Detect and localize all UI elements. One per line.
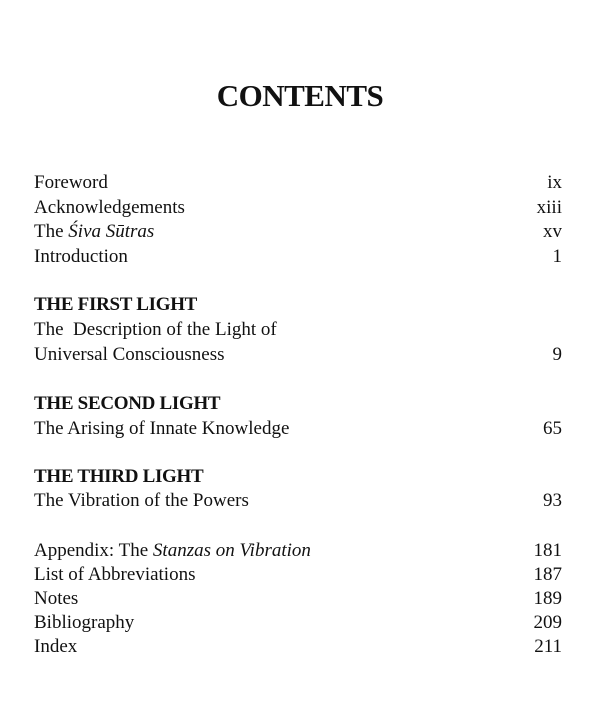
toc-entry-label: List of Abbreviations [34, 564, 196, 585]
part-heading-third-light [34, 464, 562, 489]
toc-entry-page: xiii [536, 197, 562, 218]
toc-entry-page: 65 [543, 418, 562, 439]
toc-entry-label: The Description of the Light of [34, 319, 277, 340]
toc-entry-notes[interactable] [34, 586, 562, 611]
toc-entry-label: Introduction [34, 246, 128, 267]
toc-entry-label-italic: Śiva Sūtras [68, 221, 155, 242]
toc-entry-label [34, 538, 311, 563]
toc-entry-label-prefix: The [34, 221, 69, 242]
toc-entry-page: 93 [543, 490, 562, 511]
toc-entry-siva-sutras[interactable] [34, 219, 562, 244]
toc-entry-label [34, 219, 154, 244]
part-heading-second-light [34, 391, 562, 416]
toc-entry-second-light-subtitle[interactable] [34, 416, 562, 441]
toc-entry-index[interactable] [34, 634, 562, 659]
toc-entry-appendix[interactable] [34, 538, 562, 563]
toc-entry-acknowledgements[interactable] [34, 195, 562, 220]
toc-entry-page: 187 [533, 564, 562, 585]
part-heading-label: THE THIRD LIGHT [34, 466, 204, 487]
toc-entry-label: Acknowledgements [34, 197, 185, 218]
toc-entry-label-italic: Stanzas on Vibration [152, 540, 311, 561]
toc-entry-label: Notes [34, 588, 79, 609]
toc-entry-label-prefix: Appendix: The [34, 540, 153, 561]
toc-entry-label: Bibliography [34, 612, 135, 633]
toc-entry-label: Foreword [34, 172, 108, 193]
toc-entry-page: 9 [552, 344, 562, 365]
toc-entry-introduction[interactable] [34, 244, 562, 269]
toc-entry-page: 209 [533, 612, 562, 633]
toc-entry-third-light-subtitle[interactable] [34, 488, 562, 513]
toc-entry-abbreviations[interactable] [34, 562, 562, 587]
toc-entry-first-light-subtitle-1[interactable] [34, 317, 562, 342]
toc-entry-page: 211 [534, 636, 562, 657]
toc-entry-page: 189 [533, 588, 562, 609]
part-heading-label: THE FIRST LIGHT [34, 294, 198, 315]
toc-entry-label: Index [34, 636, 78, 657]
toc-entry-page: xv [543, 221, 562, 242]
contents-title: CONTENTS [216, 78, 384, 113]
toc-entry-label: The Vibration of the Powers [34, 490, 249, 511]
part-heading-label: THE SECOND LIGHT [34, 393, 221, 414]
toc-entry-page: 181 [533, 540, 562, 561]
toc-entry-bibliography[interactable] [34, 610, 562, 635]
toc-entry-label: Universal Consciousness [34, 344, 225, 365]
part-heading-first-light [34, 292, 562, 317]
toc-entry-first-light-subtitle-2[interactable] [34, 342, 562, 367]
toc-entry-foreword[interactable] [34, 170, 562, 195]
toc-entry-label: The Arising of Innate Knowledge [34, 418, 290, 439]
toc-entry-page: ix [547, 172, 562, 193]
toc-entry-page: 1 [552, 246, 562, 267]
